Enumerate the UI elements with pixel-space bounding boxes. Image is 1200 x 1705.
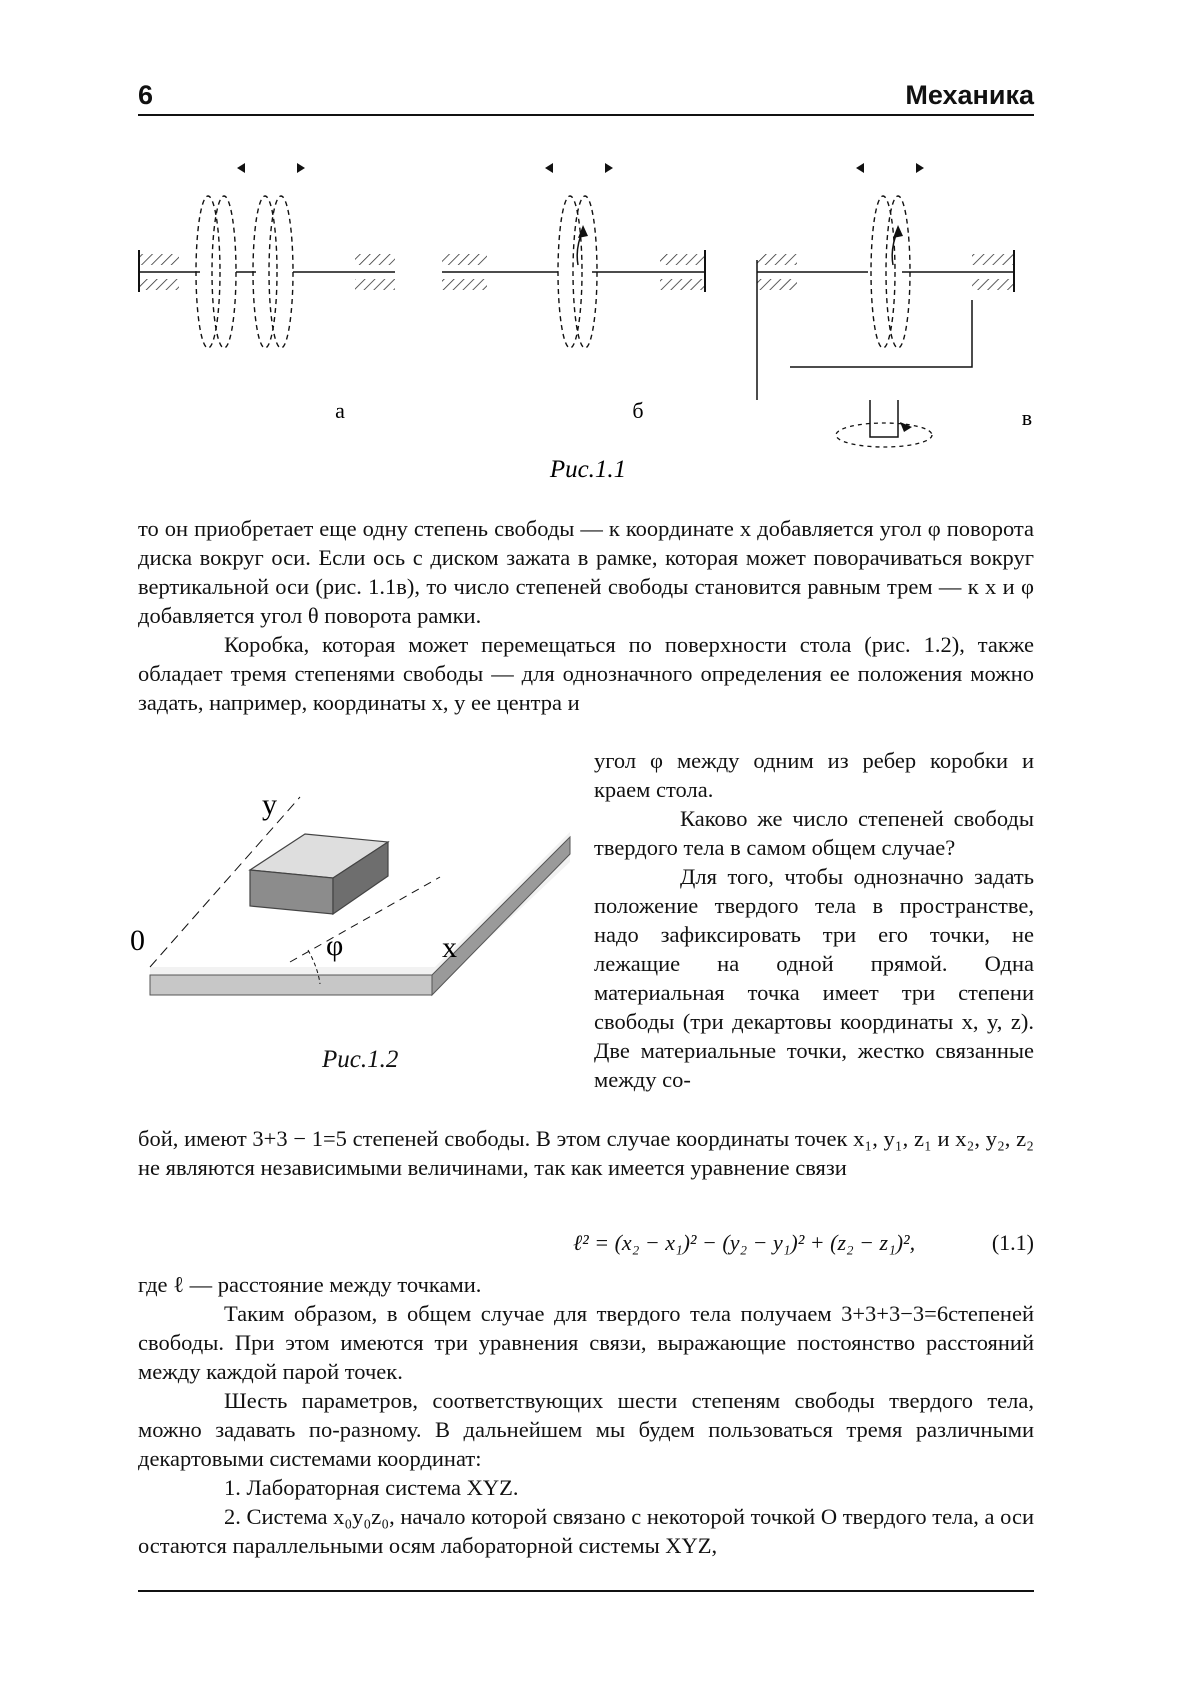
disk-2 xyxy=(253,196,277,348)
paragraph: Для того, чтобы однозначно задать положение твердого тела в пространстве, надо зафиксировать три его точки, не лежащие на одной прямой. Одна материальная точка имеет три степени свободы (три декартовы координаты x, y, z). Две материальные точки, жестко связанные между со- xyxy=(594,864,1034,1092)
paragraph: угол φ между одним из ребер коробки и краем стола. xyxy=(594,748,1034,802)
figure-1-2 xyxy=(130,772,570,1092)
table-front-edge xyxy=(150,975,432,995)
axis-label-x: x xyxy=(442,931,457,964)
paragraph: Таким образом, в общем случае для твердого тела получаем 3+3+3−3=6степеней свободы. При этом имеются три уравнения связи, выражающие постоянство расстояний между каждой парой точек. xyxy=(138,1301,1034,1384)
page-number: 6 xyxy=(138,80,154,110)
angle-label-phi: φ xyxy=(326,929,344,962)
panel-a-diagram xyxy=(139,163,395,348)
list-item: 2. Система x₀y₀z₀, начало которой связано с некоторой точкой O твердого тела, а оси остаются параллельными осям лабораторной системы XYZ, xyxy=(138,1504,1034,1558)
equation-1-1 xyxy=(138,1225,1034,1265)
origin-label: 0 xyxy=(130,924,145,957)
paragraph: то он приобретает еще одну степень свободы — к координате x добавляется угол φ поворота диска вокруг оси. Если ось с диском зажата в рамке, которая может поворачиваться вокруг вертикальной оси (рис. 1.1в), то число степеней свободы становится равным трем — к x и φ добавляется угол θ поворота рамки. xyxy=(138,516,1034,628)
figure-1-1-caption: Рис.1.1 xyxy=(549,456,627,483)
arrow-right-icon xyxy=(605,163,613,173)
paragraph: Шесть параметров, соответствующих шести степеням свободы твердого тела, можно задавать по-разному. В дальнейшем мы будем пользоваться тремя различными декартовыми системами координат: xyxy=(138,1388,1034,1471)
paragraph: Каково же число степеней свободы твердого тела в самом общем случае? xyxy=(594,806,1034,860)
footer-rule xyxy=(138,1590,1034,1592)
arrow-left-icon xyxy=(856,163,864,173)
equation-formula: ℓ² = (x₂ − x₁)² − (y₂ − y₁)² + (z₂ − z₁)², xyxy=(573,1230,916,1255)
text-block-4 xyxy=(138,1270,1034,1560)
text-block-3 xyxy=(138,1124,1034,1182)
axis-label-y: y xyxy=(262,788,277,821)
left-clamp xyxy=(139,254,179,265)
section-title: Механика xyxy=(905,80,1034,110)
disk xyxy=(558,196,582,348)
label-c: в xyxy=(1021,405,1033,430)
paragraph: Коробка, которая может перемещаться по поверхности стола (рис. 1.2), также обладает тремя степенями свободы — для однозначного определения ее положения можно задать, например, координаты x, y ее центра и xyxy=(138,632,1034,715)
table-side-edge xyxy=(432,837,570,995)
list-item: 1. Лабораторная система XYZ. xyxy=(224,1475,519,1500)
arrow-left-icon xyxy=(237,163,245,173)
equation-number: (1.1) xyxy=(991,1230,1034,1255)
text-block-1 xyxy=(138,514,1034,717)
panel-c-diagram xyxy=(757,163,1014,447)
box-front xyxy=(250,870,333,914)
arrow-right-icon xyxy=(916,163,924,173)
panel-b-diagram xyxy=(442,163,705,348)
disk xyxy=(871,196,895,348)
label-a: а xyxy=(335,398,345,423)
arrow-right-icon xyxy=(297,163,305,173)
paragraph: где ℓ — расстояние между точками. xyxy=(138,1272,482,1297)
text-block-2 xyxy=(594,746,1034,1094)
figure-1-2-caption: Рис.1.2 xyxy=(322,1046,399,1073)
rotation-arrow-icon xyxy=(893,225,903,238)
right-clamp xyxy=(355,254,395,265)
label-b: б xyxy=(632,398,644,423)
vertical-rotation-icon xyxy=(836,423,932,447)
figure-1-1 xyxy=(0,0,1200,483)
paragraph: бой, имеют 3+3 − 1=5 степеней свободы. В этом случае координаты точек x₁, y₁, z₁ и x₂, y₂, z₂ не являются независимыми величинами, так как имеется уравнение связи xyxy=(138,1126,1034,1180)
arrow-left-icon xyxy=(545,163,553,173)
